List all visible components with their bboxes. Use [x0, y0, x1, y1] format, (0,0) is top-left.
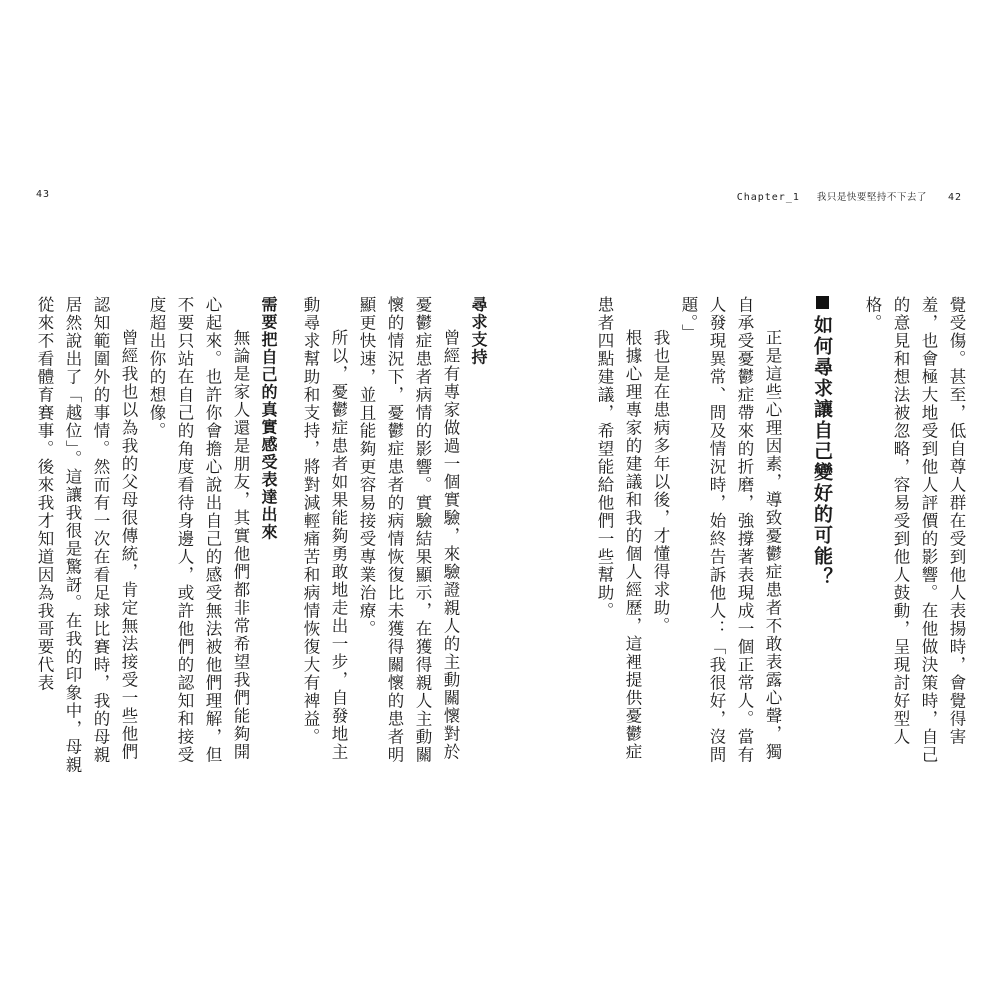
- running-head: [737, 189, 962, 203]
- paragraph: 覺受傷。甚至，低自尊人群在受到他人表揚時，會覺得害羞，也會極大地受到他人評價的影響。在他做決策時，自己的意見和想法被忽略，容易受到他人鼓動，呈現討好型人格。: [863, 296, 966, 764]
- paragraph: 我也是在患病多年以後，才懂得求助。: [651, 329, 670, 635]
- left-page-text-block: [30, 296, 492, 776]
- subheading: 尋求支持: [469, 296, 488, 366]
- page-number-right: 42: [947, 192, 962, 203]
- paragraph: 無論是家人還是朋友，其實他們都非常希望我們能夠開心起來。也許你會擔心說出自己的感受無法被他們理解，但不要只站在自己的角度看待身邊人，或許他們的認知和接受度超出你的想像。: [147, 296, 250, 764]
- paragraph: 曾經我也以為我的父母很傳統，肯定無法接受一些他們認知範圍外的事情。然而有一次在看足球比賽時，我的母親居然說出了「越位」。這讓我很是驚訝。在我的印象中，母親從來不看體育賽事。後來我才知道因為我哥要代表: [35, 296, 138, 774]
- paragraph: 根據心理專家的建議和我的個人經歷，這裡提供憂鬱症患者四點建議，希望能給他們一些幫助。: [595, 296, 642, 761]
- section-heading-text: 如何尋求讓自己變好的可能？: [811, 315, 833, 588]
- running-title: 我只是快要堅持不下去了: [816, 192, 927, 203]
- square-bullet-icon: [816, 296, 829, 309]
- subheading: 需要把自己的真實感受表達出來: [259, 296, 278, 541]
- section-heading: [808, 296, 836, 776]
- paragraph: 曾經有專家做過一個實驗，來驗證親人的主動關懷對於憂鬱症患者病情的影響。實驗結果顯示，在獲得親人主動關懷的情況下，憂鬱症患者的病情恢復比未獲得關懷的患者明顯更快速，並且能夠更容易接受專業治療。: [357, 296, 460, 764]
- paragraph: 正是這些心理因素，導致憂鬱症患者不敢表露心聲，獨自承受憂鬱症帶來的折磨，強撐著表現成一個正常人。當有人發現異常、問及情況時，始終告訴他人：「我很好，沒問題。」: [679, 296, 782, 764]
- paragraph: 所以，憂鬱症患者如果能夠勇敢地走出一步，自發地主動尋求幫助和支持，將對減輕痛苦和病情恢復大有裨益。: [301, 296, 348, 761]
- right-page-text-block: [590, 296, 970, 776]
- page-number-left: 43: [36, 189, 51, 200]
- right-page: [500, 0, 1000, 1000]
- chapter-label: Chapter_1: [736, 192, 800, 203]
